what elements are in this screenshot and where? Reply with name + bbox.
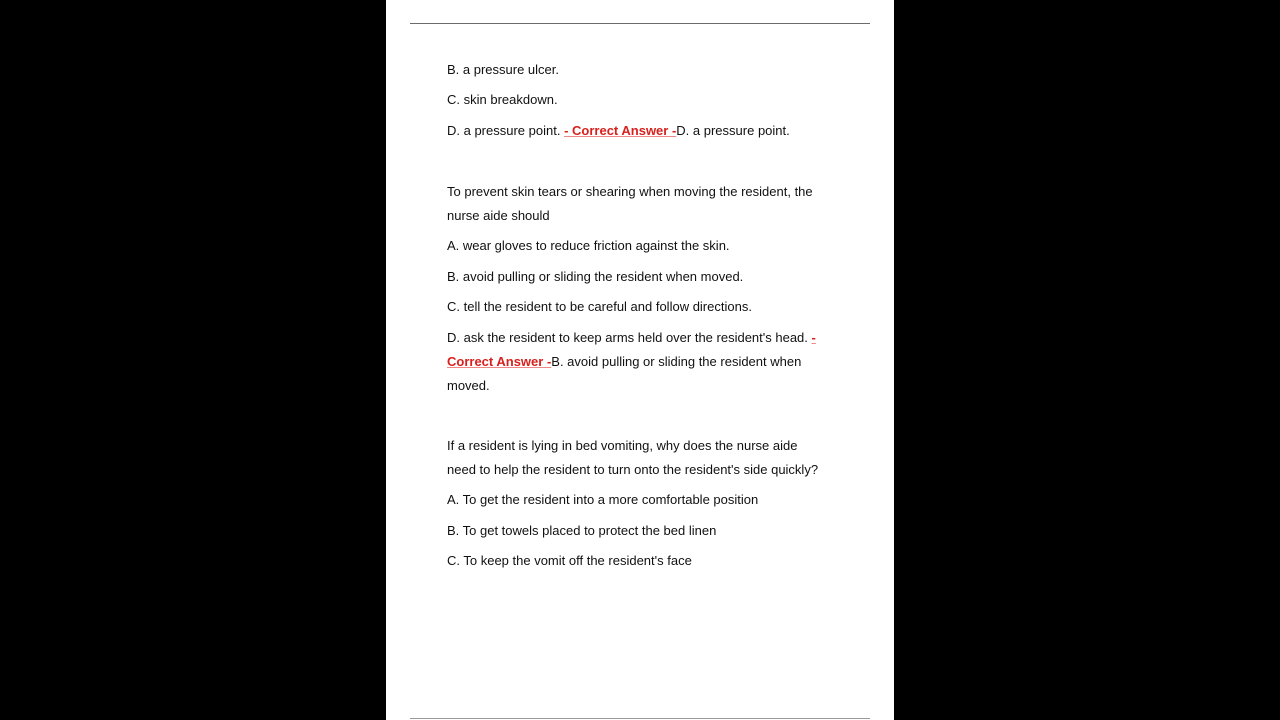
correct-answer-label: - Correct Answer - xyxy=(564,123,677,138)
q2-answer-part1: B. avoid pulling or sliding the resident when xyxy=(551,354,802,369)
q1-option-c: C. skin breakdown. xyxy=(447,92,558,107)
q2-question-line2: nurse aide should xyxy=(447,208,550,223)
q1-option-d xyxy=(447,123,790,139)
q2-question-line1: To prevent skin tears or shearing when moving the resident, the xyxy=(447,184,813,199)
q2-option-d xyxy=(447,330,816,346)
q2-option-a: A. wear gloves to reduce friction against the skin. xyxy=(447,238,730,253)
q3-option-c: C. To keep the vomit off the resident's face xyxy=(447,553,692,568)
q3-question-line1: If a resident is lying in bed vomiting, why does the nurse aide xyxy=(447,438,798,453)
q3-option-b: B. To get towels placed to protect the bed linen xyxy=(447,523,717,538)
q3-option-a: A. To get the resident into a more comfortable position xyxy=(447,492,759,507)
q3-question-line2: need to help the resident to turn onto the resident's side quickly? xyxy=(447,462,819,477)
footer-rule xyxy=(410,718,870,719)
q1-option-d-text: D. a pressure point. xyxy=(447,123,561,138)
q1-option-b: B. a pressure ulcer. xyxy=(447,62,559,77)
q1-answer: D. a pressure point. xyxy=(676,123,790,138)
q2-answer-line2: moved. xyxy=(447,378,490,393)
q2-answer-line xyxy=(447,354,801,370)
document-page xyxy=(386,0,894,720)
q2-option-c: C. tell the resident to be careful and follow directions. xyxy=(447,299,752,314)
q2-option-d-text: D. ask the resident to keep arms held over the resident's head. xyxy=(447,330,808,345)
q2-option-b: B. avoid pulling or sliding the resident when moved. xyxy=(447,269,744,284)
correct-answer-label-part2: Correct Answer - xyxy=(447,354,552,369)
header-rule xyxy=(410,23,870,24)
correct-answer-label-part1: - xyxy=(811,330,816,345)
